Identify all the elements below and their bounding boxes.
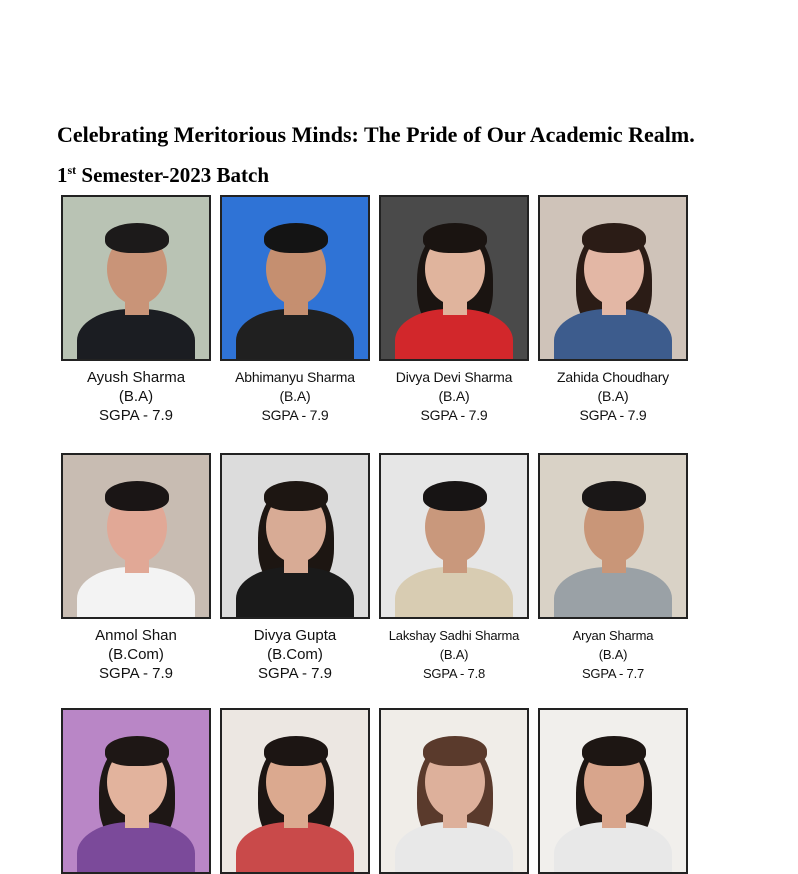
student-photo-body xyxy=(554,309,672,361)
batch-heading-text: Semester-2023 Batch xyxy=(76,163,270,187)
student-card xyxy=(220,708,370,874)
student-photo-hair xyxy=(105,223,169,253)
batch-heading xyxy=(57,163,269,188)
student-sgpa: SGPA - 7.9 xyxy=(420,407,488,423)
student-sgpa: SGPA - 7.9 xyxy=(99,665,173,682)
student-photo xyxy=(220,195,370,361)
student-caption xyxy=(220,368,370,425)
student-photo-hair xyxy=(423,736,487,766)
student-sgpa: SGPA - 7.7 xyxy=(581,666,645,681)
student-course: (B.A) xyxy=(597,388,629,404)
student-course: (B.Com) xyxy=(267,646,323,663)
batch-ordinal-suffix: st xyxy=(67,163,77,177)
student-card xyxy=(538,453,688,683)
student-sgpa: SGPA - 7.9 xyxy=(99,407,173,424)
student-card xyxy=(538,708,688,874)
student-course: (B.A) xyxy=(279,388,311,404)
student-photo xyxy=(220,708,370,874)
student-card xyxy=(61,708,211,874)
student-card xyxy=(61,195,211,425)
student-name: Divya Gupta xyxy=(253,627,337,644)
student-card xyxy=(379,708,529,874)
student-photo-body xyxy=(77,309,195,361)
student-card xyxy=(220,453,370,683)
student-photo-body xyxy=(395,822,513,874)
student-photo xyxy=(61,195,211,361)
student-photo-body xyxy=(236,567,354,619)
student-name: Ayush Sharma xyxy=(86,369,186,386)
student-name: Abhimanyu Sharma xyxy=(235,369,355,385)
student-name: Anmol Shan xyxy=(95,627,177,644)
student-photo xyxy=(220,453,370,619)
student-photo-hair xyxy=(264,481,328,511)
student-course: (B.Com) xyxy=(108,646,164,663)
student-card xyxy=(220,195,370,425)
student-photo-body xyxy=(77,822,195,874)
student-caption xyxy=(379,368,529,425)
student-photo-body xyxy=(236,309,354,361)
student-photo xyxy=(538,453,688,619)
student-photo-hair xyxy=(105,736,169,766)
student-photo-body xyxy=(236,822,354,874)
student-photo-hair xyxy=(582,223,646,253)
student-photo-body xyxy=(395,567,513,619)
page-title: Celebrating Meritorious Minds: The Pride of Our Academic Realm. xyxy=(57,122,695,147)
student-card xyxy=(61,453,211,683)
student-caption xyxy=(61,626,211,683)
student-caption xyxy=(538,368,688,425)
student-photo-hair xyxy=(264,223,328,253)
student-card xyxy=(379,453,529,683)
student-photo-body xyxy=(554,822,672,874)
student-name: Lakshay Sadhi Sharma xyxy=(388,628,520,643)
student-photo-hair xyxy=(264,736,328,766)
student-course: (B.A) xyxy=(439,647,469,662)
student-sgpa: SGPA - 7.9 xyxy=(258,665,332,682)
student-photo-hair xyxy=(423,223,487,253)
student-photo xyxy=(379,708,529,874)
student-sgpa: SGPA - 7.8 xyxy=(422,666,486,681)
student-sgpa: SGPA - 7.9 xyxy=(579,407,647,423)
student-photo-body xyxy=(77,567,195,619)
student-photo-hair xyxy=(105,481,169,511)
student-card xyxy=(538,195,688,425)
student-photo-body xyxy=(554,567,672,619)
student-caption xyxy=(538,626,688,683)
student-course: (B.A) xyxy=(118,388,154,405)
student-card xyxy=(379,195,529,425)
student-photo-hair xyxy=(582,736,646,766)
student-photo xyxy=(61,708,211,874)
student-caption xyxy=(61,368,211,425)
student-name: Aryan Sharma xyxy=(572,628,654,643)
student-course: (B.A) xyxy=(598,647,628,662)
student-sgpa: SGPA - 7.9 xyxy=(261,407,329,423)
student-caption xyxy=(379,626,529,683)
student-photo-hair xyxy=(582,481,646,511)
student-photo xyxy=(379,453,529,619)
student-photo-hair xyxy=(423,481,487,511)
student-name: Zahida Choudhary xyxy=(557,369,669,385)
student-photo xyxy=(61,453,211,619)
student-photo xyxy=(538,708,688,874)
student-photo xyxy=(538,195,688,361)
student-caption xyxy=(220,626,370,683)
student-photo xyxy=(379,195,529,361)
student-name: Divya Devi Sharma xyxy=(395,369,513,385)
student-course: (B.A) xyxy=(438,388,470,404)
student-photo-body xyxy=(395,309,513,361)
batch-ordinal: 1 xyxy=(57,163,68,187)
